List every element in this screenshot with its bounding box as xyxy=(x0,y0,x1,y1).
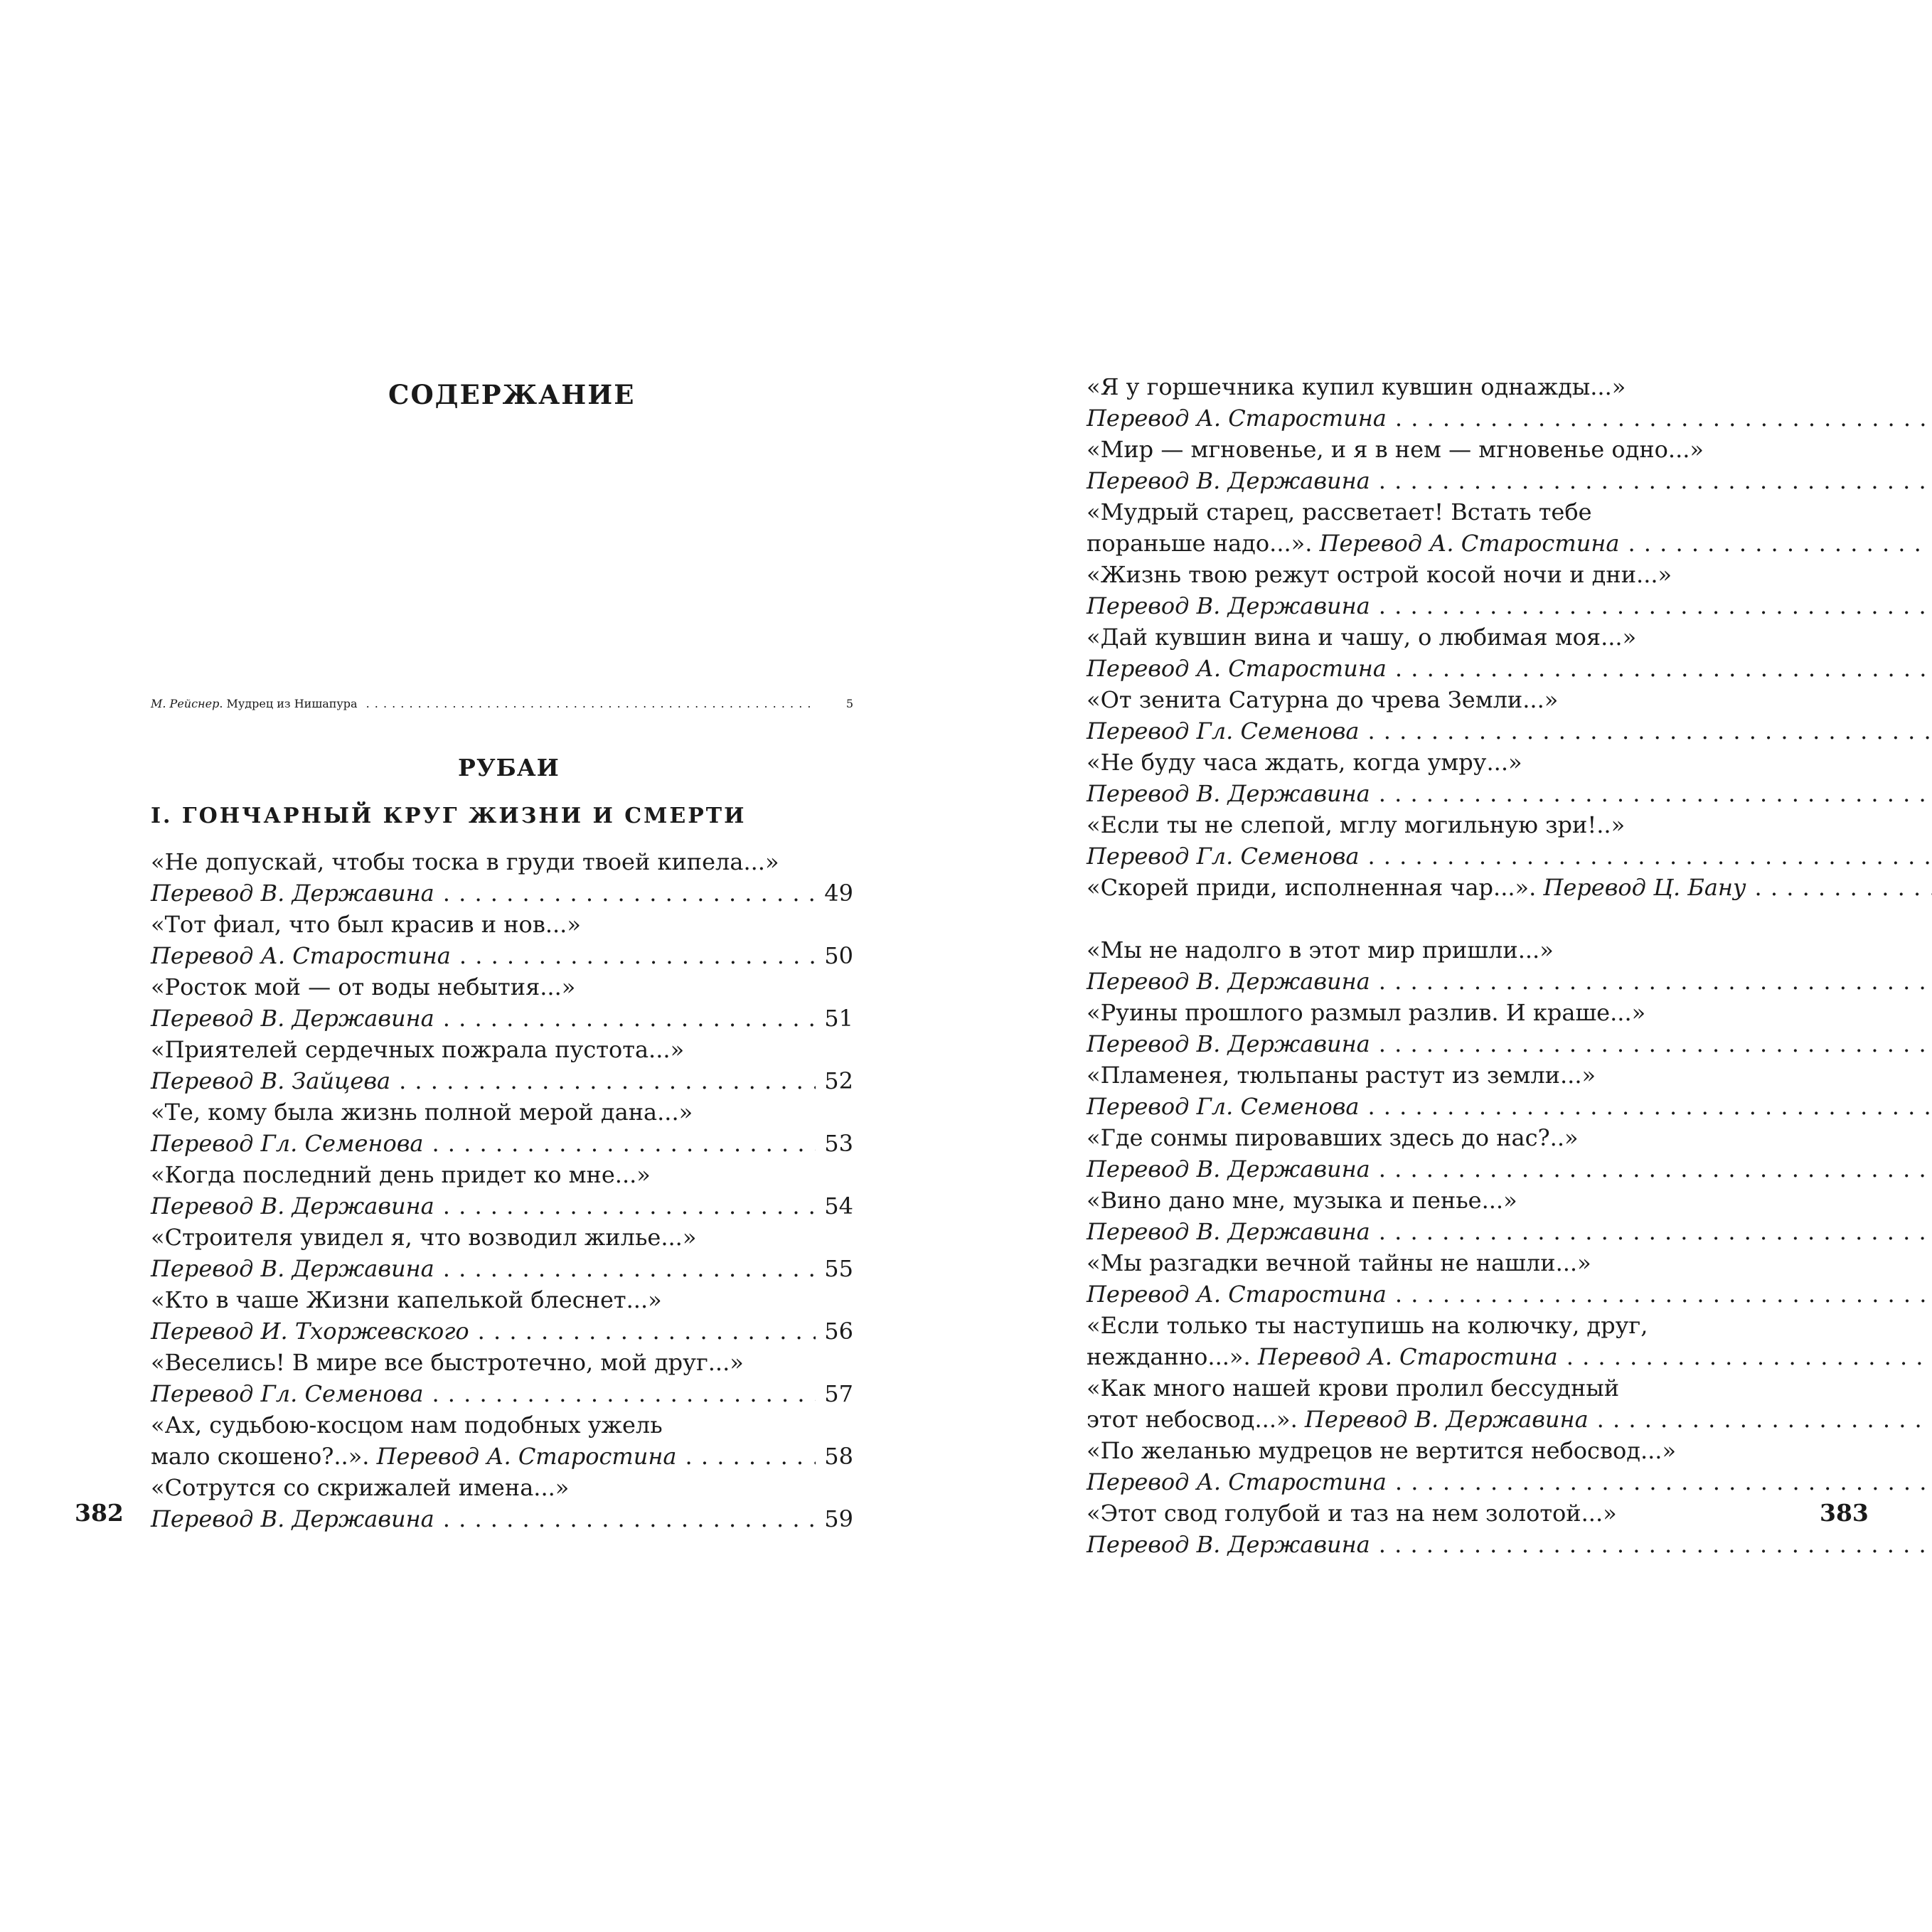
toc-entry[interactable] xyxy=(1087,1060,1932,1122)
entry-translator: Перевод А. Старостина xyxy=(1257,1343,1558,1370)
toc-entry-line xyxy=(1087,1216,1932,1247)
entry-text xyxy=(151,1003,434,1034)
page-ref: 55 xyxy=(824,1255,853,1282)
entry-translator: Перевод В. Державина xyxy=(1304,1406,1589,1433)
entry-title: «Жизнь твою режут острой косой ночи и дни...» xyxy=(1087,561,1672,588)
entry-text xyxy=(151,940,451,971)
entry-title: «Этот свод голубой и таз на нем золотой...» xyxy=(1087,1500,1617,1527)
entry-translator: Перевод А. Старостина xyxy=(1087,655,1387,682)
entry-text xyxy=(1087,1466,1387,1498)
dot-leader xyxy=(1379,1216,1932,1247)
entry-translator: Перевод Ц. Бану xyxy=(1543,874,1746,901)
entry-title: «Мир — мгновенье, и я в нем — мгновенье одно...» xyxy=(1087,436,1704,463)
entry-text xyxy=(1087,715,1359,747)
toc-entry-line xyxy=(1087,872,1932,903)
toc-entry[interactable] xyxy=(151,971,853,1034)
entry-title: «Не допускай, чтобы тоска в груди твоей кипела...» xyxy=(151,848,779,875)
entry-text xyxy=(1087,528,1619,559)
entry-translator: Перевод В. Державина xyxy=(1087,968,1370,995)
toc-entry-line xyxy=(151,1315,853,1347)
toc-entry[interactable] xyxy=(1087,934,1932,997)
entry-text xyxy=(151,1378,423,1409)
toc-entry[interactable] xyxy=(1087,872,1932,934)
entry-text xyxy=(1087,778,1370,809)
toc-entry[interactable] xyxy=(151,1347,853,1409)
toc-entry[interactable] xyxy=(1087,747,1932,809)
entry-title: «Если ты не слепой, мглу могильную зри!..» xyxy=(1087,811,1626,838)
toc-entry-line xyxy=(1087,1529,1932,1560)
entry-translator: Перевод В. Державина xyxy=(151,880,434,907)
entry-translator: Перевод Гл. Семенова xyxy=(1087,717,1360,744)
entry-title: «Кто в чаше Жизни капелькой блеснет...» xyxy=(151,1286,662,1313)
toc-entry-line xyxy=(151,1378,853,1409)
subsection-title: I. ГОНЧАРНЫЙ КРУГ ЖИЗНИ И СМЕРТИ xyxy=(151,804,747,828)
entry-translator: Перевод И. Тхоржевского xyxy=(151,1318,469,1345)
toc-list-left xyxy=(151,846,853,1535)
entry-translator: Перевод В. Державина xyxy=(1087,1156,1370,1183)
entry-translator: Перевод В. Державина xyxy=(1087,467,1370,494)
entry-text xyxy=(1087,1153,1370,1185)
entry-text xyxy=(1087,1404,1589,1435)
dot-leader xyxy=(1379,465,1932,496)
entry-text xyxy=(151,1065,390,1096)
entry-text xyxy=(1087,1028,1370,1060)
toc-entry-line xyxy=(1087,1341,1932,1372)
entry-text xyxy=(1087,590,1370,621)
dot-leader xyxy=(1379,1529,1932,1560)
entry-text xyxy=(151,1128,423,1159)
toc-entry[interactable] xyxy=(151,1096,853,1159)
toc-entry-line xyxy=(1087,1028,1932,1060)
dot-leader xyxy=(1395,1279,1932,1310)
toc-entry[interactable] xyxy=(1087,371,1932,434)
toc-entry[interactable] xyxy=(1087,1185,1932,1247)
dot-leader xyxy=(1379,778,1932,809)
entry-text xyxy=(1087,1279,1387,1310)
entry-translator: Перевод В. Державина xyxy=(1087,1030,1370,1057)
entry-text xyxy=(1087,1341,1558,1372)
entry-translator: Перевод Гл. Семенова xyxy=(1087,1093,1360,1120)
page-ref: 56 xyxy=(824,1318,853,1345)
entry-text xyxy=(1087,1529,1370,1560)
toc-entry[interactable] xyxy=(1087,997,1932,1060)
toc-entry-line xyxy=(1087,465,1932,496)
entry-translator: Перевод Гл. Семенова xyxy=(151,1380,424,1407)
dot-leader xyxy=(1395,402,1932,434)
entry-title: «Пламенея, тюльпаны растут из земли...» xyxy=(1087,1062,1596,1089)
dot-leader xyxy=(443,1190,816,1222)
dot-leader xyxy=(1379,966,1932,997)
preface-title: . Мудрец из Нишапура xyxy=(219,697,358,710)
toc-entry[interactable] xyxy=(151,1222,853,1284)
toc-entry[interactable] xyxy=(1087,1498,1932,1560)
entry-title: «Мы разгадки вечной тайны не нашли...» xyxy=(1087,1249,1591,1276)
toc-entry[interactable] xyxy=(1087,1310,1932,1372)
entry-translator: Перевод В. Державина xyxy=(1087,592,1370,619)
entry-translator: Перевод А. Старостина xyxy=(151,942,451,969)
entry-text xyxy=(1087,1216,1370,1247)
toc-entry-line xyxy=(151,1003,853,1034)
entry-title-continuation: пораньше надо...». xyxy=(1087,530,1320,557)
dot-leader xyxy=(366,688,816,720)
page-ref: 51 xyxy=(824,1005,853,1032)
toc-entry[interactable] xyxy=(1087,684,1932,747)
entry-text xyxy=(1087,872,1746,903)
entry-title: «Те, кому была жизнь полной мерой дана...» xyxy=(151,1099,693,1126)
entry-text xyxy=(1087,402,1387,434)
toc-entry-line xyxy=(1087,840,1932,872)
entry-translator: Перевод В. Державина xyxy=(1087,1531,1370,1558)
entry-title: «Веселись! В мире все быстротечно, мой друг...» xyxy=(151,1349,744,1376)
toc-entry[interactable] xyxy=(1087,434,1932,496)
entry-text xyxy=(1087,1091,1359,1122)
entry-translator: Перевод А. Старостина xyxy=(1319,530,1620,557)
toc-entry[interactable] xyxy=(151,1409,853,1472)
entry-translator: Перевод Гл. Семенова xyxy=(1087,843,1360,870)
toc-entry-line xyxy=(151,1065,853,1096)
toc-entry-line xyxy=(151,1128,853,1159)
entry-text xyxy=(151,1441,677,1472)
toc-entry[interactable] xyxy=(1087,1372,1932,1435)
toc-entry[interactable] xyxy=(1087,1435,1932,1498)
entry-translator: Перевод В. Державина xyxy=(151,1192,434,1219)
toc-entry[interactable] xyxy=(1087,809,1932,872)
entry-title: «Росток мой — от воды небытия...» xyxy=(151,973,576,1000)
entry-translator: Перевод А. Старостина xyxy=(1087,1281,1387,1308)
toc-entry[interactable] xyxy=(151,1034,853,1096)
page-ref: 53 xyxy=(824,1130,853,1157)
dot-leader xyxy=(1379,590,1932,621)
page-ref: 49 xyxy=(824,880,853,907)
dot-leader xyxy=(443,1253,816,1284)
dot-leader xyxy=(1367,1091,1932,1122)
entry-translator: Перевод А. Старостина xyxy=(376,1443,677,1470)
toc-entry-line xyxy=(1087,528,1932,559)
toc-entry-line xyxy=(1087,1279,1932,1310)
toc-entry-line xyxy=(1087,778,1932,809)
dot-leader xyxy=(1567,1341,1932,1372)
entry-title: «По желанью мудрецов не вертится небосвод...» xyxy=(1087,1437,1677,1464)
entry-title: «Скорей приди, исполненная чар...». xyxy=(1087,874,1544,901)
toc-entry-line xyxy=(151,940,853,971)
dot-leader xyxy=(478,1315,816,1347)
toc-entry-line xyxy=(1087,1153,1932,1185)
entry-title: «Тот фиал, что был красив и нов...» xyxy=(151,911,581,938)
entry-text xyxy=(1087,966,1370,997)
toc-entry[interactable] xyxy=(151,1284,853,1347)
entry-translator: Перевод В. Державина xyxy=(151,1505,434,1532)
toc-entry-line xyxy=(1087,966,1932,997)
entry-title: «Мудрый старец, рассветает! Встать тебе xyxy=(1087,498,1592,525)
toc-entry-line xyxy=(1087,715,1932,747)
toc-entry-line xyxy=(151,877,853,909)
entry-text xyxy=(1087,465,1370,496)
preface-text xyxy=(151,688,358,720)
dot-leader xyxy=(459,940,816,971)
toc-entry[interactable] xyxy=(1087,1247,1932,1310)
toc-entry[interactable] xyxy=(1087,496,1932,559)
dot-leader xyxy=(1379,1028,1932,1060)
entry-title: «Руины прошлого размыл разлив. И краше...» xyxy=(1087,999,1646,1026)
entry-title: «Дай кувшин вина и чашу, о любимая моя...» xyxy=(1087,624,1637,651)
toc-entry[interactable] xyxy=(1087,621,1932,684)
toc-entry-line xyxy=(151,1503,853,1535)
dot-leader xyxy=(1379,1153,1932,1185)
entry-text xyxy=(151,1503,434,1535)
dot-leader xyxy=(1395,1466,1932,1498)
toc-entry-line xyxy=(1087,1404,1932,1435)
toc-title: СОДЕРЖАНИЕ xyxy=(388,379,636,410)
dot-leader xyxy=(685,1441,816,1472)
page-ref: 59 xyxy=(824,1505,853,1532)
entry-translator: Перевод В. Державина xyxy=(151,1255,434,1282)
dot-leader xyxy=(1628,528,1932,559)
preface-author: М. Рейснер xyxy=(151,697,220,710)
entry-title-continuation: мало скошено?..». xyxy=(151,1443,377,1470)
entry-translator: Перевод А. Старостина xyxy=(1087,1468,1387,1495)
entry-title: «Когда последний день придет ко мне...» xyxy=(151,1161,651,1188)
preface-entry[interactable] xyxy=(151,688,853,720)
page-ref: 5 xyxy=(845,697,853,710)
toc-entry-line xyxy=(1087,1091,1932,1122)
entry-text xyxy=(151,1190,434,1222)
toc-entry[interactable] xyxy=(1087,1122,1932,1185)
entry-translator: Перевод В. Державина xyxy=(1087,780,1370,807)
dot-leader xyxy=(1597,1404,1932,1435)
toc-entry-line xyxy=(151,1441,853,1472)
toc-list-right xyxy=(1087,371,1932,1560)
entry-translator: Перевод А. Старостина xyxy=(1087,405,1387,432)
entry-text xyxy=(1087,840,1359,872)
dot-leader xyxy=(1367,715,1932,747)
entry-title-continuation: нежданно...». xyxy=(1087,1343,1258,1370)
entry-title: «Ах, судьбою-косцом нам подобных ужель xyxy=(151,1411,663,1439)
entry-title: «Не буду часа ждать, когда умру...» xyxy=(1087,749,1522,776)
dot-leader xyxy=(399,1065,816,1096)
toc-entry-line xyxy=(151,1253,853,1284)
entry-title: «Если только ты наступишь на колючку, друг, xyxy=(1087,1312,1648,1339)
section-title: РУБАИ xyxy=(458,754,560,781)
dot-leader xyxy=(443,1503,816,1535)
toc-entry[interactable] xyxy=(151,909,853,971)
toc-entry-line xyxy=(1087,653,1932,684)
entry-title: «Как много нашей крови пролил бессудный xyxy=(1087,1375,1620,1402)
entry-text xyxy=(1087,653,1387,684)
page-ref: 54 xyxy=(824,1192,853,1219)
entry-title: «Строителя увидел я, что возводил жилье...» xyxy=(151,1224,697,1251)
dot-leader xyxy=(443,1003,816,1034)
toc-entry[interactable] xyxy=(151,1472,853,1535)
page-number: 383 xyxy=(1820,1499,1869,1527)
dot-leader xyxy=(432,1128,816,1159)
dot-leader xyxy=(1367,840,1932,872)
entry-title: «Я у горшечника купил кувшин однажды...» xyxy=(1087,373,1626,400)
entry-translator: Перевод В. Зайцева xyxy=(151,1067,391,1094)
page-ref: 50 xyxy=(824,942,853,969)
page-ref: 58 xyxy=(824,1443,853,1470)
toc-entry-line xyxy=(1087,402,1932,434)
entry-title: «Приятелей сердечных пожрала пустота...» xyxy=(151,1036,685,1063)
toc-entry-line xyxy=(1087,1466,1932,1498)
toc-entry[interactable] xyxy=(151,1159,853,1222)
page-ref: 52 xyxy=(824,1067,853,1094)
dot-leader xyxy=(1755,872,1932,903)
entry-title: «От зенита Сатурна до чрева Земли...» xyxy=(1087,686,1559,713)
entry-translator: Перевод Гл. Семенова xyxy=(151,1130,424,1157)
entry-title: «Мы не надолго в этот мир пришли...» xyxy=(1087,936,1554,964)
entry-text xyxy=(151,877,434,909)
entry-translator: Перевод В. Державина xyxy=(151,1005,434,1032)
entry-title: «Вино дано мне, музыка и пенье...» xyxy=(1087,1187,1517,1214)
toc-entry-line xyxy=(1087,590,1932,621)
toc-entry[interactable] xyxy=(151,846,853,909)
page-ref: 57 xyxy=(824,1380,853,1407)
page-number: 382 xyxy=(75,1499,124,1527)
entry-text xyxy=(151,1315,469,1347)
entry-translator: Перевод В. Державина xyxy=(1087,1218,1370,1245)
dot-leader xyxy=(432,1378,816,1409)
toc-entry-line xyxy=(151,1190,853,1222)
right-page xyxy=(966,0,1932,1932)
entry-title: «Сотрутся со скрижалей имена...» xyxy=(151,1474,570,1501)
entry-title-continuation: этот небосвод...». xyxy=(1087,1406,1305,1433)
entry-title: «Где сонмы пировавших здесь до нас?..» xyxy=(1087,1124,1579,1151)
dot-leader xyxy=(1395,653,1932,684)
entry-text xyxy=(151,1253,434,1284)
toc-entry[interactable] xyxy=(1087,559,1932,621)
dot-leader xyxy=(443,877,816,909)
